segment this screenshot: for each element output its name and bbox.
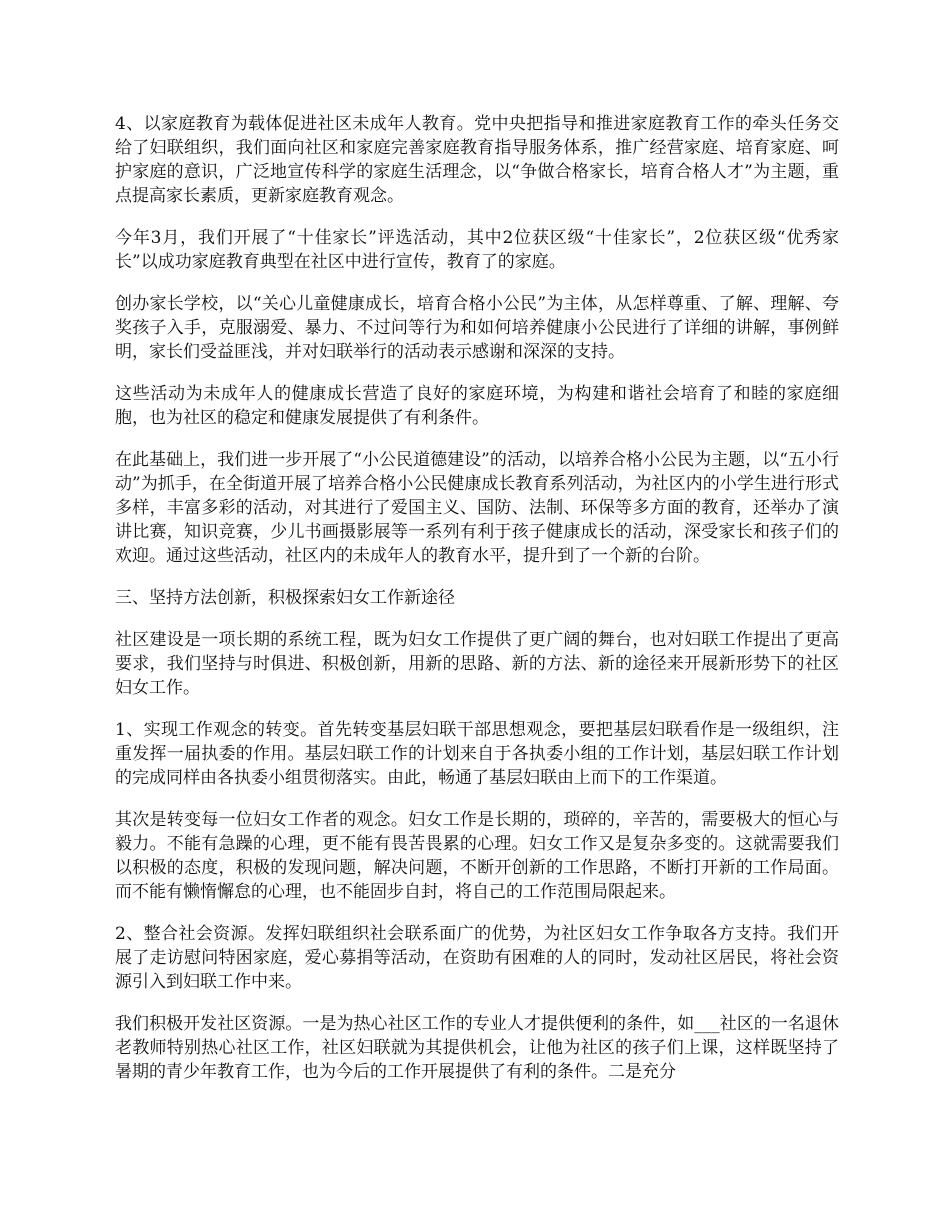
paragraph-parent-school: 创办家长学校，以“关心儿童健康成长，培育合格小公民”为主体，从怎样尊重、了解、理解、夸奖孩子入手，克服溺爱、暴力、不过问等行为和如何培养健康小公民进行了详细的讲解，事例鲜明，家长们受益匪浅，并对妇联举行的活动表示感谢和深深的支持。 — [115, 294, 839, 362]
paragraph-worker-concept: 其次是转变每一位妇女工作者的观念。妇女工作是长期的，琐碎的，辛苦的，需要极大的恒心与毅力。不能有急躁的心理，更不能有畏苦畏累的心理。妇女工作又是复杂多变的。这就需要我们以积极的态度，积极的发现问题，解决问题，不断开创新的工作思路，不断打开新的工作局面。而不能有懒惰懈怠的心理，也不能固步自封，将自己的工作范围局限起来。 — [115, 810, 839, 902]
paragraph-community-building: 社区建设是一项长期的系统工程，既为妇女工作提供了更广阔的舞台，也对妇联工作提出了更高要求，我们坚持与时俱进、积极创新，用新的思路、新的方法、新的途径来开展新形势下的社区妇女工作。 — [115, 630, 839, 698]
paragraph-family-education: 4、以家庭教育为载体促进社区未成年人教育。党中央把指导和推进家庭教育工作的牵头任务交给了妇联组织，我们面向社区和家庭完善家庭教育指导服务体系，推广经营家庭、培育家庭、呵护家庭的意识，广泛地宣传科学的家庭生活理念，以“争做合格家长，培育合格人才”为主题，重点提高家长素质，更新家庭教育观念。 — [115, 114, 839, 206]
paragraph-little-citizen: 在此基础上，我们进一步开展了“小公民道德建设”的活动，以培养合格小公民为主题，以“五小行动”为抓手，在全街道开展了培养合格小公民健康成长教育系列活动，为社区内的小学生进行形式多样，丰富多彩的活动，对其进行了爱国主义、国防、法制、环保等多方面的教育，还举办了演讲比赛，知识竞赛，少儿书画摄影展等一系列有利于孩子健康成长的活动，深受家长和孩子们的欢迎。通过这些活动，社区内的未成年人的教育水平，提升到了一个新的台阶。 — [115, 450, 839, 566]
paragraph-ten-best-parents: 今年3月，我们开展了“十佳家长”评选活动，其中2位获区级“十佳家长”，2位获区级“优秀家长”以成功家庭教育典型在社区中进行宣传，教育了的家庭。 — [115, 228, 839, 272]
paragraph-concept-change: 1、实现工作观念的转变。首先转变基层妇联干部思想观念，要把基层妇联看作是一级组织，注重发挥一届执委的作用。基层妇联工作的计划来自于各执委小组的工作计划，基层妇联工作计划的完成同样由各执委小组贯彻落实。由此，畅通了基层妇联由上而下的工作渠道。 — [115, 720, 839, 788]
paragraph-family-environment: 这些活动为未成年人的健康成长营造了良好的家庭环境，为构建和谐社会培育了和睦的家庭细胞，也为社区的稳定和健康发展提供了有利条件。 — [115, 384, 839, 428]
paragraph-social-resources: 2、整合社会资源。发挥妇联组织社会联系面广的优势，为社区妇女工作争取各方支持。我们开展了走访慰问特困家庭，爱心募捐等活动，在资助有困难的人的同时，发动社区居民，将社会资源引入到妇联工作中来。 — [115, 924, 839, 992]
paragraph-community-resources: 我们积极开发社区资源。一是为热心社区工作的专业人才提供便利的条件，如___社区的一名退休老教师特别热心社区工作，社区妇联就为其提供机会，让他为社区的孩子们上课，这样既坚持了暑期的青少年教育工作，也为今后的工作开展提供了有利的条件。二是充分 — [115, 1014, 839, 1082]
section-heading-method-innovation: 三、坚持方法创新，积极探索妇女工作新途径 — [115, 588, 455, 608]
document-body — [115, 112, 839, 1102]
